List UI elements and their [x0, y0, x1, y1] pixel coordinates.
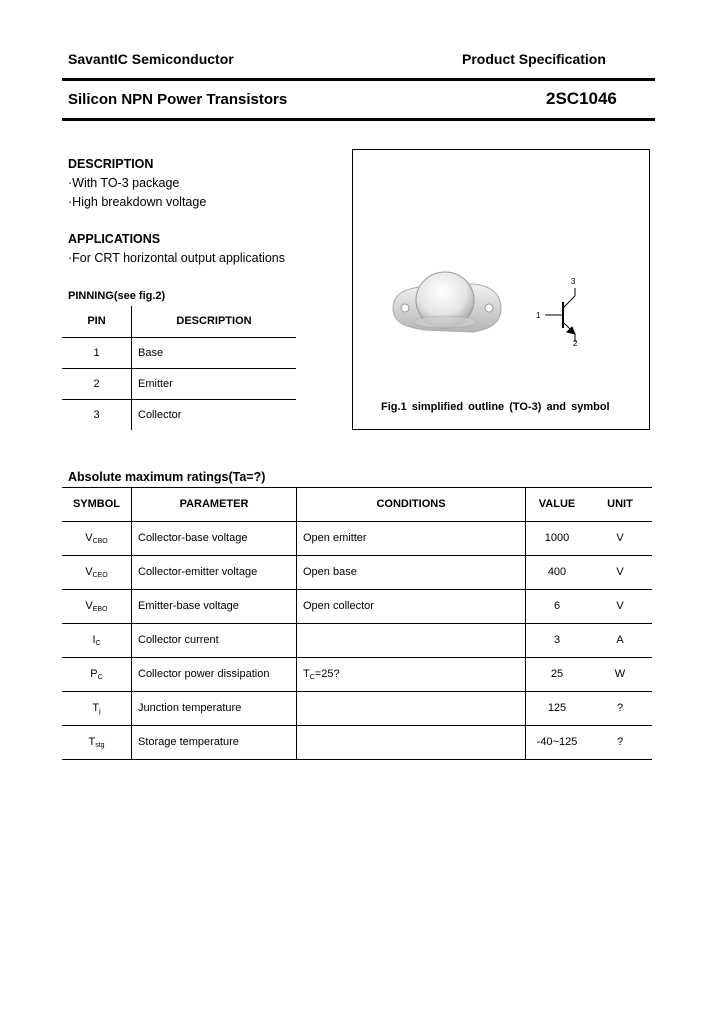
to3-cap-rim: [414, 316, 476, 328]
ratings-header-value: VALUE: [538, 498, 576, 510]
rating-parameter: Collector-base voltage: [138, 532, 248, 544]
rating-symbol: $V_{CBO}$: [85, 532, 108, 545]
applications-title: APPLICATIONS: [68, 232, 161, 246]
rating-parameter: Collector power dissipation: [138, 668, 270, 680]
ratings-rule: [62, 487, 652, 488]
rating-condition: $T_C=25$?: [303, 668, 340, 681]
rating-unit: ?: [616, 702, 624, 714]
rating-value: -40~125: [536, 736, 578, 748]
pin-description: Emitter: [138, 378, 173, 390]
rating-condition: Open emitter: [303, 532, 367, 544]
description-item: ·High breakdown voltage: [68, 195, 207, 209]
rating-symbol: $P_C$: [90, 668, 103, 681]
rating-parameter: Emitter-base voltage: [138, 600, 239, 612]
ratings-rule: [62, 589, 652, 590]
rating-unit: V: [616, 600, 624, 612]
pin-number: 2: [93, 378, 100, 390]
rating-unit: V: [616, 566, 624, 578]
company-name: SavantIC Semiconductor: [68, 51, 234, 67]
ratings-header-conditions: CONDITIONS: [376, 498, 446, 510]
rating-value: 125: [547, 702, 567, 714]
to3-mount-hole: [485, 304, 493, 312]
pinning-row-rule: [62, 368, 296, 369]
rating-condition: Open base: [303, 566, 357, 578]
pinning-row-rule: [62, 399, 296, 400]
ratings-rule: [62, 521, 652, 522]
rating-unit: V: [616, 532, 624, 544]
pin-number: 1: [93, 347, 100, 359]
pin-description: Base: [138, 347, 164, 359]
rating-value: 3: [553, 634, 561, 646]
part-number: 2SC1046: [546, 89, 617, 108]
ratings-col-divider: [296, 487, 297, 759]
pinning-header-pin: PIN: [87, 315, 106, 327]
rating-symbol: $V_{CEO}$: [85, 566, 108, 579]
rating-parameter: Storage temperature: [138, 736, 239, 748]
rating-condition: Open collector: [303, 600, 374, 612]
ratings-rule: [62, 691, 652, 692]
applications-item: ·For CRT horizontal output applications: [68, 251, 286, 265]
to3-mount-hole: [401, 304, 409, 312]
symbol-pin-label: 2: [573, 339, 578, 348]
rating-value: 1000: [544, 532, 570, 544]
rating-unit: A: [616, 634, 624, 646]
ratings-rule: [62, 623, 652, 624]
rating-parameter: Collector-emitter voltage: [138, 566, 258, 578]
rating-symbol: $T_j$: [92, 702, 101, 715]
rating-unit: ?: [616, 736, 624, 748]
rating-value: 25: [550, 668, 564, 680]
product-line: Silicon NPN Power Transistors: [68, 91, 288, 108]
rating-symbol: $T_{stg}$: [88, 736, 105, 749]
ratings-rule: [62, 657, 652, 658]
pinning-header-description: DESCRIPTION: [176, 315, 252, 327]
figure-box: [352, 149, 650, 430]
pinning-row-rule: [62, 337, 296, 338]
ratings-col-divider: [525, 487, 526, 759]
ratings-title: Absolute maximum ratings(Ta=?): [68, 470, 266, 484]
rating-unit: W: [614, 668, 626, 680]
rating-parameter: Junction temperature: [138, 702, 242, 714]
header-rule-bottom: [62, 118, 655, 121]
ratings-header-parameter: PARAMETER: [179, 498, 249, 510]
rating-value: 6: [553, 600, 561, 612]
rating-value: 400: [547, 566, 567, 578]
description-title: DESCRIPTION: [68, 157, 154, 171]
header-rule-top: [62, 78, 655, 81]
figure-caption: Fig.1 simplified outline (TO-3) and symbol: [381, 401, 610, 413]
rating-symbol: $I_C$: [92, 634, 101, 647]
symbol-pin-label: 1: [536, 311, 541, 320]
document-type: Product Specification: [462, 51, 606, 67]
rating-symbol: $V_{EBO}$: [85, 600, 108, 613]
pin-number: 3: [93, 409, 100, 421]
ratings-rule: [62, 759, 652, 760]
pin-description: Collector: [138, 409, 182, 421]
ratings-rule: [62, 555, 652, 556]
ratings-rule: [62, 725, 652, 726]
description-item: ·With TO-3 package: [68, 176, 180, 190]
pinning-title: PINNING(see fig.2): [68, 290, 166, 302]
symbol-pin-label: 3: [571, 277, 576, 286]
ratings-header-symbol: SYMBOL: [72, 498, 121, 510]
ratings-col-divider: [131, 487, 132, 759]
npn-transistor-symbol: [545, 288, 575, 342]
ratings-header-unit: UNIT: [607, 498, 633, 510]
rating-parameter: Collector current: [138, 634, 219, 646]
to3-package-and-symbol-figure: [353, 150, 649, 429]
